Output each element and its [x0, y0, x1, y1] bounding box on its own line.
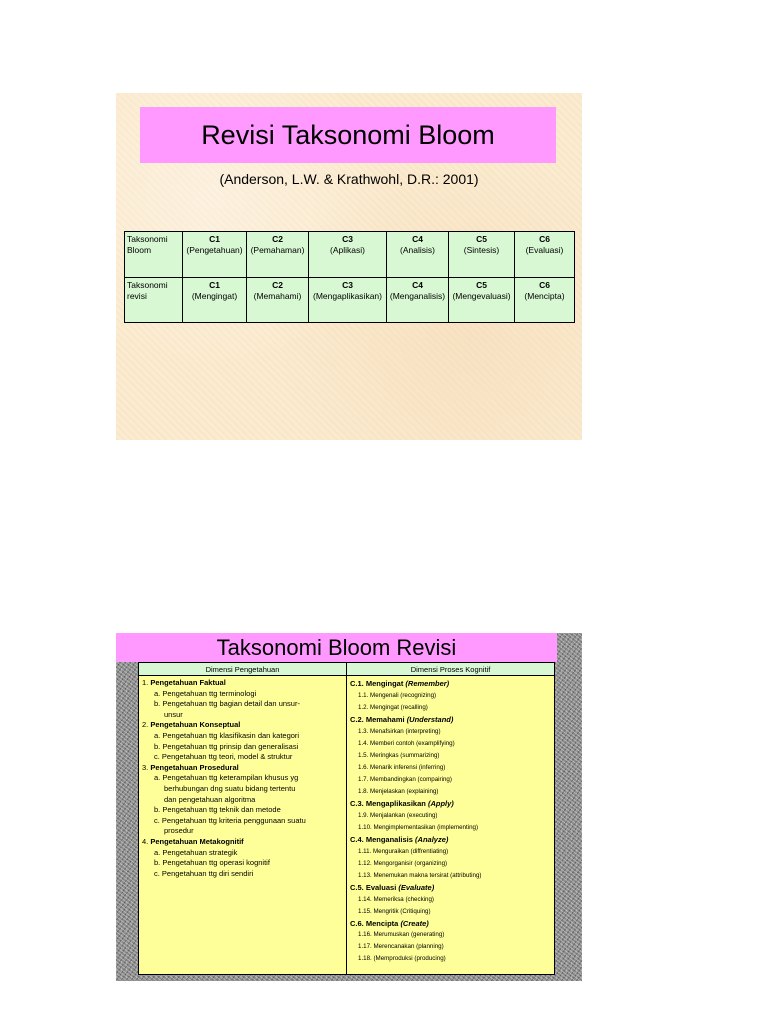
row-header-line: Bloom — [127, 245, 152, 256]
knowledge-dimension-list — [139, 676, 347, 975]
slide-2 — [116, 633, 582, 981]
list-item — [142, 837, 343, 848]
list-item: 1.11. Menguraikan (diffrentiating) — [358, 847, 449, 855]
list-item: 1.2. Mengingat (recalling) — [358, 703, 428, 711]
list-item: b. Pengetahuan ttg teknik dan metode — [154, 805, 281, 815]
item-heading: C.6. Mencipta — [350, 918, 401, 928]
list-item — [350, 798, 551, 810]
table-cell — [247, 277, 309, 323]
list-item — [142, 678, 343, 689]
list-item: prosedur — [164, 826, 194, 836]
item-heading: Pengetahuan Konseptual — [150, 720, 241, 730]
cell-label: (Sintesis) — [463, 245, 500, 256]
list-item: c. Pengetahuan ttg diri sendiri — [154, 868, 254, 878]
slide-1 — [116, 93, 582, 440]
list-item: b. Pengetahuan ttg operasi kognitif — [154, 858, 270, 868]
row-header-line: Taksonomi — [127, 279, 168, 290]
item-heading: Pengetahuan Metakognitif — [150, 836, 244, 846]
cell-label: (Mengevaluasi) — [452, 290, 511, 301]
item-heading: C.1. Mengingat — [350, 679, 406, 688]
list-item: 1.3. Menafsirkan (interpreting) — [358, 727, 441, 735]
list-item: 1.14. Memeriksa (checking) — [358, 895, 434, 903]
taxonomy-comparison-table — [124, 231, 575, 323]
list-item: 1.6. Menarik inferensi (inferring) — [358, 763, 446, 771]
list-item: a. Pengetahuan strategik — [154, 847, 238, 857]
table-cell — [387, 277, 449, 323]
list-item: 1.7. Membandingkan (compairing) — [358, 775, 452, 783]
item-heading: Pengetahuan Prosedural — [150, 762, 239, 772]
list-item: a. Pengetahuan ttg keterampilan khusus yg — [154, 773, 299, 783]
table-cell — [515, 277, 575, 323]
list-item: 1.1. Mengenali (recognizing) — [358, 691, 437, 699]
list-item — [350, 834, 551, 846]
column-header-knowledge: Dimensi Pengetahuan — [139, 663, 347, 676]
cell-code: C3 — [342, 234, 353, 244]
list-item: a. Pengetahuan ttg klasifikasin dan kategori — [154, 730, 300, 740]
list-item: 1.5. Meringkas (summarizing) — [358, 751, 440, 759]
list-item: 1.13. Menemukan makna tersirat (attributing) — [358, 871, 482, 879]
item-heading: C.2. Memahami — [350, 714, 407, 724]
item-number: 2. — [142, 720, 151, 730]
dimensions-table — [138, 662, 555, 975]
item-english: (Evaluate) — [398, 882, 435, 892]
item-english: (Understand) — [406, 714, 454, 724]
list-item: 1.10. Mengimplementasikan (implementing) — [358, 823, 479, 831]
list-item: 1.18. (Memproduksi (producing) — [358, 955, 446, 963]
list-item: c. Pengetahuan ttg kriteria penggunaan suatu — [154, 815, 306, 825]
list-item: berhubungan dng suatu bidang tertentu — [164, 783, 296, 793]
cell-code: C1 — [209, 279, 220, 290]
list-item: 1.8. Menjelaskan (explaining) — [358, 787, 439, 795]
row-header-line: Taksonomi — [127, 234, 168, 244]
list-item: 1.15. Mengritik (Critiquing) — [358, 907, 431, 915]
item-english: (Analyze) — [415, 834, 449, 844]
list-item: 1.9. Menjalankan (executing) — [358, 811, 438, 819]
cell-code: C6 — [539, 279, 550, 290]
cell-code: C2 — [272, 234, 283, 244]
cell-code: C5 — [476, 279, 487, 290]
column-header-cognitive: Dimensi Proses Kognitif — [347, 663, 555, 676]
table-cell — [247, 232, 309, 278]
row-header — [125, 232, 183, 278]
item-english: (Create) — [400, 918, 429, 928]
list-item: b. Pengetahuan ttg prinsip dan generalisasi — [154, 741, 299, 751]
list-item — [350, 714, 551, 726]
cell-label: (Aplikasi) — [330, 245, 365, 256]
list-item: unsur — [164, 709, 183, 719]
item-heading: C.5. Evaluasi — [350, 882, 399, 892]
table-row-revised — [125, 277, 575, 323]
item-number: 4. — [142, 836, 151, 846]
cell-label: (Mencipta) — [524, 290, 565, 301]
cell-label: (Mengingat) — [191, 290, 238, 301]
slide-1-subtitle: (Anderson, L.W. & Krathwohl, D.R.: 2001) — [219, 171, 479, 187]
cell-code: C1 — [209, 234, 220, 244]
table-cell — [387, 232, 449, 278]
table-row-bloom — [125, 232, 575, 278]
cognitive-process-list — [347, 676, 555, 975]
cell-label: (Mengaplikasikan) — [313, 290, 382, 301]
item-english: (Apply) — [427, 798, 454, 808]
cell-code: C3 — [342, 279, 353, 290]
cell-label: (Menganalisis) — [389, 290, 446, 301]
item-heading: C.4. Menganalisis — [350, 834, 416, 844]
list-item — [142, 763, 343, 774]
list-item: 1.17. Merencanakan (planning) — [358, 943, 444, 951]
table-cell — [309, 232, 387, 278]
list-item — [350, 918, 551, 930]
cell-label: (Evaluasi) — [525, 245, 564, 256]
cell-code: C4 — [412, 279, 423, 290]
slide-2-title: Taksonomi Bloom Revisi — [216, 634, 457, 660]
cell-label: (Pengetahuan) — [186, 245, 243, 256]
table-cell — [183, 277, 247, 323]
table-cell — [449, 232, 515, 278]
slide-2-title-box — [116, 633, 557, 662]
list-item: c. Pengetahuan ttg teori, model & struktur — [154, 752, 293, 762]
table-cell — [515, 232, 575, 278]
row-header-line: revisi — [127, 290, 147, 301]
list-item: 1.16. Merumuskan (generating) — [358, 931, 445, 939]
list-item: dan pengetahuan algoritma — [164, 794, 256, 804]
item-heading: C.3. Mengaplikasikan — [350, 798, 428, 808]
cell-label: (Memahami) — [253, 290, 302, 301]
list-item — [350, 882, 551, 894]
cell-code: C2 — [272, 279, 283, 290]
table-cell — [183, 232, 247, 278]
item-number: 1. — [142, 678, 151, 687]
list-item: 1.4. Memberi contoh (examplifying) — [358, 739, 455, 747]
cell-code: C6 — [539, 234, 550, 244]
item-number: 3. — [142, 762, 151, 772]
list-item: 1.12. Mengorganisir (organizing) — [358, 859, 448, 867]
row-header — [125, 277, 183, 323]
list-item — [350, 678, 551, 690]
table-cell — [309, 277, 387, 323]
cell-label: (Pemahaman) — [250, 245, 305, 256]
slide-1-title-box — [140, 107, 556, 163]
cell-label: (Analisis) — [400, 245, 435, 256]
cell-code: C5 — [476, 234, 487, 244]
cell-code: C4 — [412, 234, 423, 244]
list-item — [142, 720, 343, 731]
list-item: b. Pengetahuan ttg bagian detail dan unsur- — [154, 699, 300, 709]
item-english: (Remember) — [405, 679, 450, 688]
table-cell — [449, 277, 515, 323]
list-item: a. Pengetahuan ttg terminologi — [154, 688, 257, 698]
item-heading: Pengetahuan Faktual — [150, 678, 226, 687]
slide-1-title: Revisi Taksonomi Bloom — [201, 119, 495, 150]
